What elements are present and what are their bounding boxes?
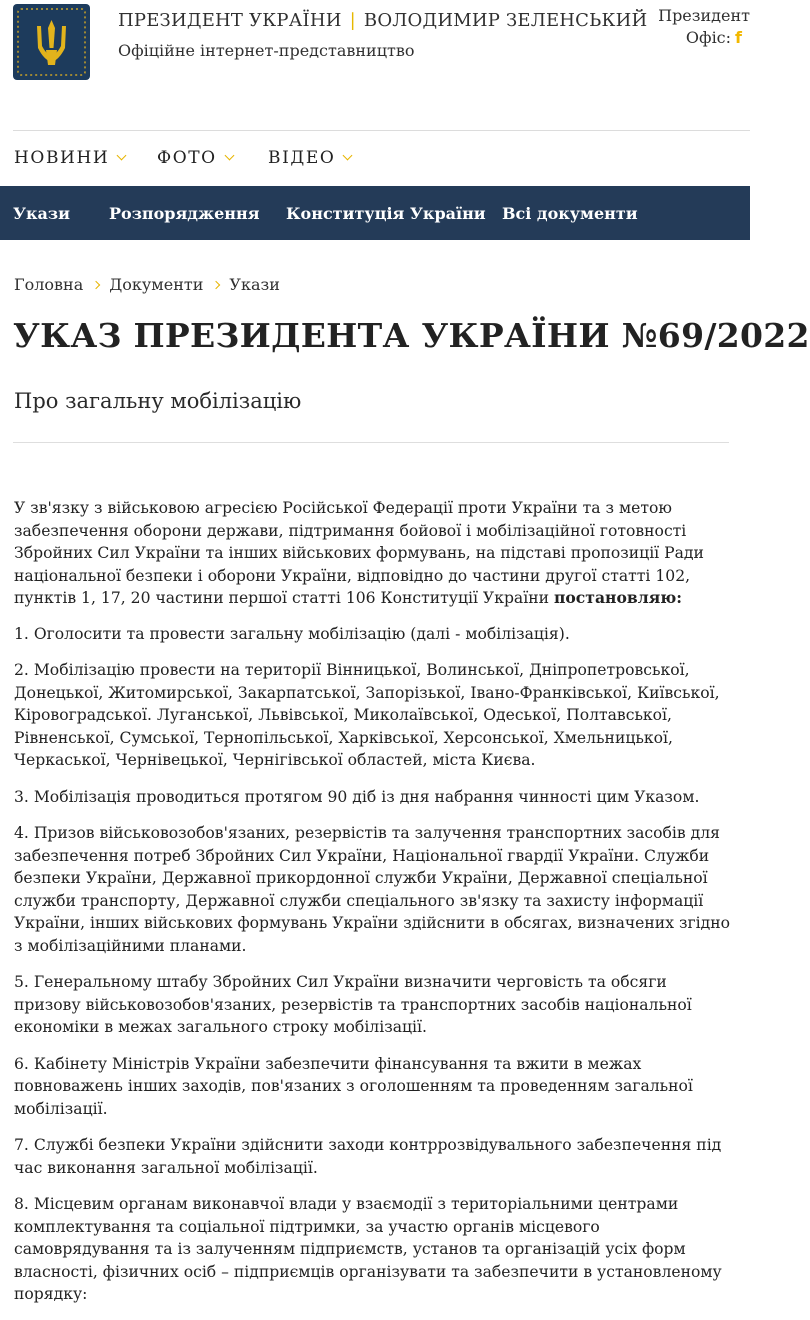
document-point-5: 5. Генеральному штабу Збройних Сил України визначити черговість та обсяги призову військовозобов'язаних, резервістів та транспортних засобів національної економіки в межах загального строку мобілізації. — [14, 973, 692, 1036]
nav-item-news[interactable] — [14, 148, 125, 168]
nav-item-photo[interactable] — [157, 148, 233, 168]
site-header — [0, 0, 750, 130]
site-title-president: ПРЕЗИДЕНТ УКРАЇНИ — [118, 10, 342, 31]
nav-item-label: НОВИНИ — [14, 148, 110, 168]
breadcrumb-decrees[interactable]: Укази — [229, 275, 280, 294]
subnav-item-decrees[interactable]: Укази — [13, 204, 70, 223]
title-divider — [13, 442, 729, 443]
documents-subnav — [0, 186, 750, 240]
trident-emblem-icon[interactable] — [13, 4, 90, 80]
title-separator: | — [349, 10, 356, 31]
office-line-2: Офіс: — [685, 28, 732, 47]
site-title-name: ВОЛОДИМИР ЗЕЛЕНСЬКИЙ — [363, 10, 648, 31]
breadcrumb-documents[interactable]: Документи — [109, 275, 204, 294]
facebook-icon[interactable]: f — [735, 28, 742, 47]
document-point-8: 8. Місцевим органам виконавчої влади у взаємодії з територіальними центрами комплектування та соціальної підтримки, за участю органів місцевого самоврядування та із залученням підприємств, установ та організацій усіх форм власності, фізичних осіб – підприємців організувати та забезпечити в установленому порядку: — [14, 1195, 722, 1303]
office-link[interactable] — [650, 5, 750, 49]
nav-item-label: ФОТО — [157, 148, 217, 168]
site-title[interactable] — [118, 10, 647, 31]
document-point-7: 7. Службі безпеки України здійснити заходи контррозвідувального забезпечення під час виконання загальної мобілізації. — [14, 1136, 722, 1177]
main-nav — [0, 131, 750, 186]
lead-bold: постановляю: — [553, 588, 682, 607]
document-point-4: 4. Призов військовозобов'язаних, резервістів та залучення транспортних засобів для забезпечення потреб Збройних Сил України, Національної гвардії України. Служби безпеки України, Державної прикордонної служби України, Державної спеціальної служби транспорту, Державної служби спеціального зв'язку та захисту інформації України, інших військових формувань України здійснити в обсягах, визначених згідно з мобілізаційними планами. — [14, 824, 730, 955]
subnav-item-all-documents[interactable]: Всі документи — [502, 204, 638, 223]
document-point-1: 1. Оголосити та провести загальну мобілізацію (далі - мобілізація). — [14, 624, 570, 643]
chevron-down-icon — [117, 151, 127, 161]
office-line-1: Президент — [658, 6, 750, 25]
document-point-3: 3. Мобілізація проводиться протягом 90 діб із дня набрання чинності цим Указом. — [14, 787, 700, 806]
chevron-down-icon — [224, 151, 234, 161]
chevron-right-icon — [212, 281, 220, 289]
subnav-item-constitution[interactable]: Конституція України — [286, 204, 486, 223]
lead-text: У зв'язку з військовою агресією Російської Федерації проти України та з метою забезпечення оборони держави, підтримання бойової і мобілізаційної готовності Збройних Сил України та інших військових формувань, на підставі пропозиції Ради національної безпеки і оборони України, відповідно до частини другої статті 102, пунктів 1, 17, 20 частини першої статті 106 Конституції України — [14, 499, 704, 607]
chevron-right-icon — [92, 281, 100, 289]
nav-item-label: ВІДЕО — [268, 148, 336, 168]
breadcrumb — [14, 275, 280, 294]
page-title: УКАЗ ПРЕЗИДЕНТА УКРАЇНИ №69/2022 — [13, 316, 810, 355]
document-body — [14, 497, 730, 1320]
subnav-item-orders[interactable]: Розпорядження — [109, 204, 260, 223]
nav-item-video[interactable] — [268, 148, 351, 168]
breadcrumb-home[interactable]: Головна — [14, 275, 84, 294]
document-point-2: 2. Мобілізацію провести на території Вінницької, Волинської, Дніпропетровської, Донецької, Житомирської, Закарпатської, Запорізької, Івано-Франківської, Київської, Кіровоградської. Луганської, Львівської, Миколаївської, Одеської, Полтавської, Рівненської, Сумської, Тернопільської, Харківської, Херсонської, Хмельницької, Черкаської, Чернівецької, Чернігівської областей, міста Києва. — [14, 661, 720, 769]
document-lead — [14, 497, 730, 610]
document-point-6: 6. Кабінету Міністрів України забезпечити фінансування та вжити в межах повноважень інших заходів, пов'язаних з оголошенням та проведенням загальної мобілізації. — [14, 1054, 693, 1118]
site-subtitle: Офіційне інтернет-представництво — [118, 41, 415, 60]
page-subtitle: Про загальну мобілізацію — [14, 389, 302, 413]
chevron-down-icon — [343, 151, 353, 161]
